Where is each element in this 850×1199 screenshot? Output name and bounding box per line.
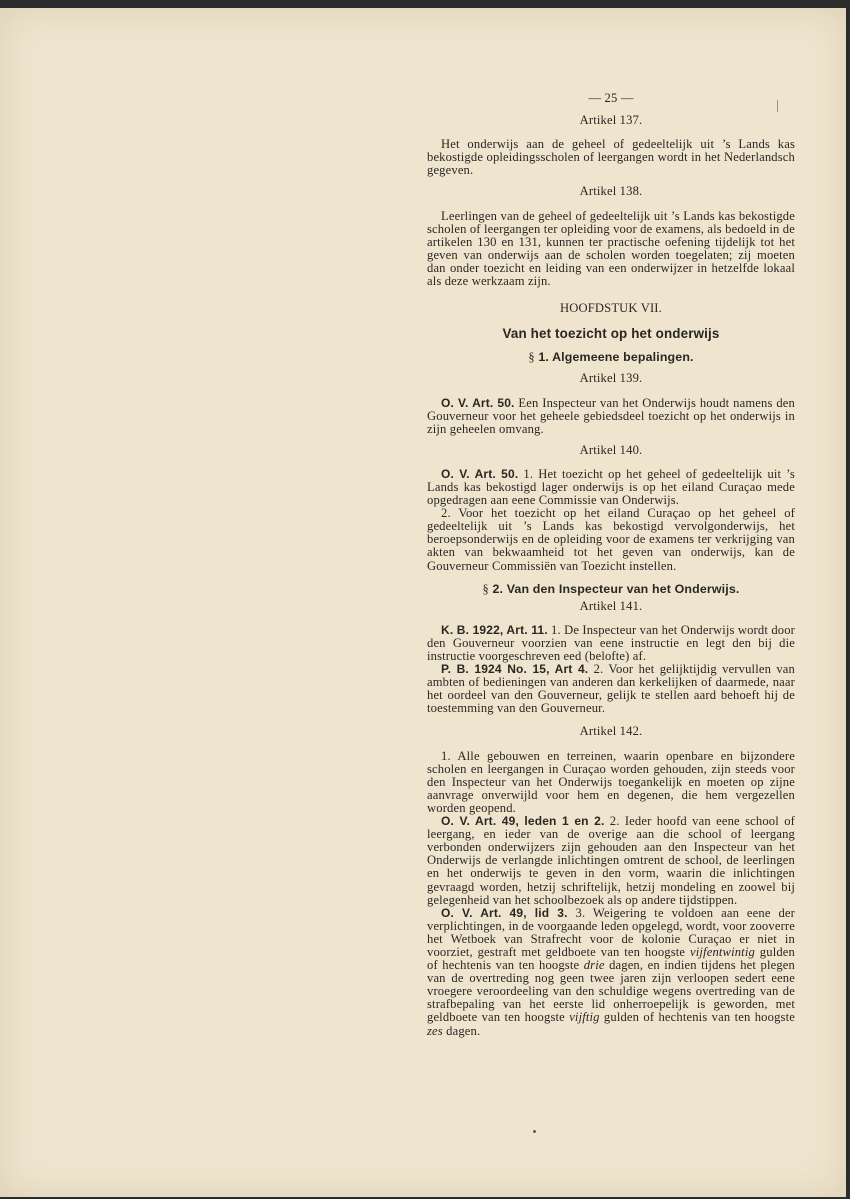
article-138-text: Leerlingen van de geheel of gedeeltelijk uit ’s Lands kas bekostigde scholen of leergangen ter opleiding voor de examens, als bedoeld in de artikelen 130 en 131, kunnen ter practische oefening tijdelijk tot het geven van onderwijs aan de scholen worden toegelaten; zij moeten dan onder toezicht en leiding van een onderwijzer in hetzelfde lokaal als deze werkzaam zijn. <box>427 208 795 289</box>
section-2-heading <box>427 583 795 596</box>
section-1-heading <box>427 351 795 364</box>
article-139-heading: Artikel 139. <box>579 371 643 386</box>
section-symbol: § <box>528 350 535 365</box>
article-138-heading: Artikel 138. <box>579 184 643 199</box>
article-139-reference: O. V. Art. 50. <box>441 395 515 410</box>
article-141-reference-1: K. B. 1922, Art. 11. <box>441 622 548 637</box>
chapter-label: HOOFDSTUK VII. <box>560 301 662 316</box>
article-142-paragraph-2: O. V. Art. 49, leden 1 en 2. 2. Ieder hoofd van eene school of leergang, en ieder van de overige aan die school of leergang verbonden onderwijzers zijn gehouden aan den Inspecteur van het Onderwijs de verlangde inlichtingen omtrent de school, de leerlingen en het onderwijs te geven in den vorm, waarin die inlichtingen gevraagd worden, hetzij schriftelijk, hetzij mondeling en zoowel bij gelegenheid van het schoolbezoek als op andere tijdstippen. <box>427 814 795 907</box>
article-142-paragraph-3: O. V. Art. 49, lid 3. 3. Weigering te voldoen aan eene der verplichtingen, in de voorgaande leden opgelegd, wordt, voor zooverre het Wetboek van Strafrecht voor de kolonie Curaçao er niet in voorziet, gestraft met geldboete van ten hoogste vijfentwintig gulden of hechtenis van ten hoogste drie dagen, en indien tijdens het plegen van de overtreding nog geen twee jaren zijn verloopen sedert eene vroegere veroordeeling van den schuldige wegens overtreding van de strafbepaling van het eerste lid onherroepelijk is geworden, met geldboete van ten hoogste vijftig gulden of hechtenis van ten hoogste zes dagen. <box>427 905 796 1038</box>
article-137-heading: Artikel 137. <box>579 113 643 128</box>
section-1-title: 1. Algemeene bepalingen. <box>538 350 694 365</box>
chapter-title: Van het toezicht op het onderwijs <box>502 326 720 342</box>
section-symbol: § <box>482 581 489 596</box>
ink-dot <box>533 1130 536 1133</box>
article-142-heading: Artikel 142. <box>579 724 643 739</box>
article-141-paragraph-2: P. B. 1924 No. 15, Art 4. 2. Voor het gelijktijdig vervullen van ambten of bedieningen van anderen dan kerkelijken of daarmede, naar het oordeel van den Gouverneur, gelijk te stellen aard behoeft hij de toestemming van den Gouverneur. <box>427 662 795 716</box>
article-141-reference-2: P. B. 1924 No. 15, Art 4. <box>441 662 589 677</box>
text-column <box>427 92 795 1038</box>
article-141-paragraph-1: K. B. 1922, Art. 11. 1. De Inspecteur van het Onderwijs wordt door den Gouverneur voorzien van eene instructie en legt den bij die instructie voorgeschreven eed (belofte) af. <box>427 622 796 663</box>
document-page <box>0 8 846 1197</box>
article-142-reference-3: O. V. Art. 49, lid 3. <box>441 905 568 920</box>
page-number: — 25 — <box>588 91 634 105</box>
article-140-paragraph-1: O. V. Art. 50. 1. Het toezicht op het geheel of gedeeltelijk uit ’s Lands kas bekostigd lager onderwijs is op het eiland Curaçao mede opgedragen aan eene Commissie van Onderwijs. <box>427 466 795 508</box>
article-137-text: Het onderwijs aan de geheel of gedeeltelijk uit ’s Lands kas bekostigde opleidingsscholen of leergangen wordt in het Nederlandsch gegeven. <box>427 137 795 178</box>
article-142-paragraph-1: 1. Alle gebouwen en terreinen, waarin openbare en bijzondere scholen en leergangen in Curaçao worden gehouden, zijn steeds voor den Inspecteur van het Onderwijs toegankelijk en moeten op zijne aanvrage onverwijld voor hem en degenen, die hem vergezellen worden geopend. <box>427 748 795 815</box>
article-140-paragraph-2: 2. Voor het toezicht op het eiland Curaçao op het geheel of gedeeltelijk uit ’s Lands kas bekostigd vervolgonderwijs, het beroepsonderwijs en de opleiding voor de examens ter verkrijging van akten van bekwaamheid tot het geven van onderwijs, kan de Gouverneur Commissiën van Toezicht instellen. <box>427 506 795 573</box>
article-142-reference-2: O. V. Art. 49, leden 1 en 2. <box>441 814 605 829</box>
article-140-reference: O. V. Art. 50. <box>441 466 519 481</box>
section-2-title: 2. Van den Inspecteur van het Onderwijs. <box>492 581 740 596</box>
article-141-heading: Artikel 141. <box>579 598 643 613</box>
article-139-text: O. V. Art. 50. Een Inspecteur van het Onderwijs houdt namens den Gouverneur voor het geheele gebiedsdeel toezicht op het onderwijs in zijn geheelen omvang. <box>427 395 795 436</box>
article-140-heading: Artikel 140. <box>579 442 643 457</box>
